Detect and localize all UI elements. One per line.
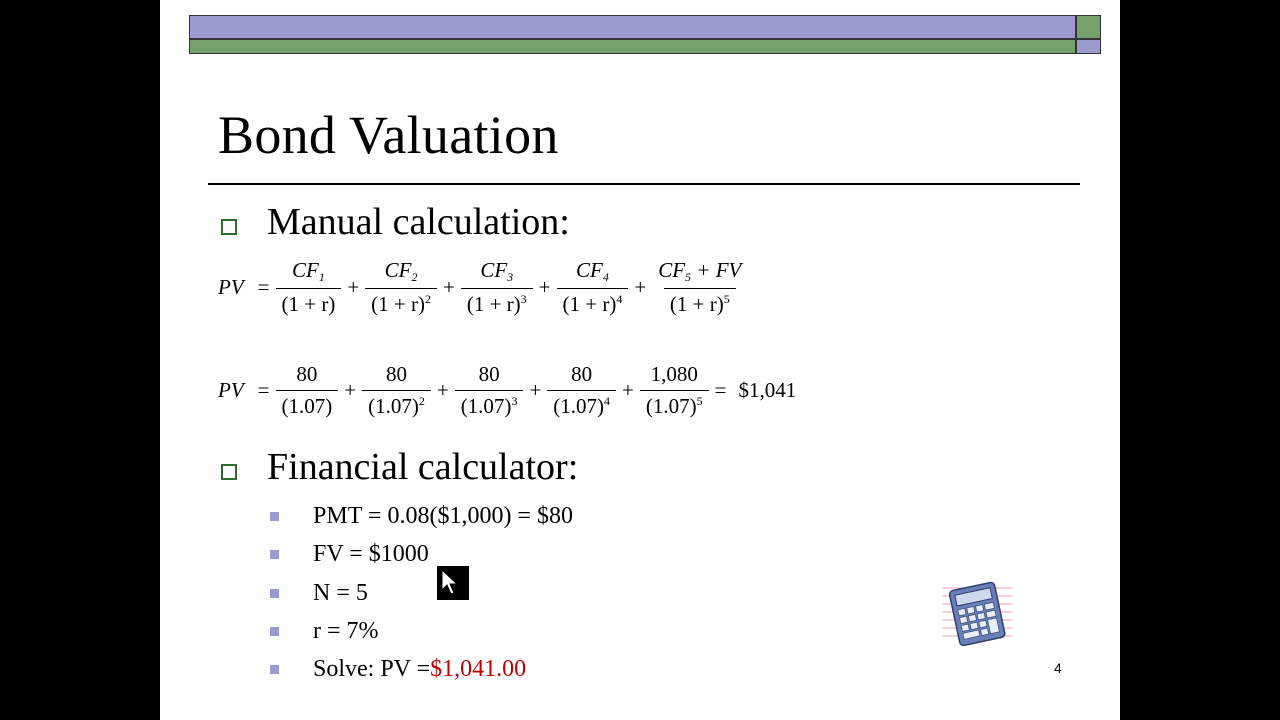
page-number: 4 bbox=[1054, 660, 1062, 676]
formula-term: $\frac{CF_3}{(1 + r)^3}$ bbox=[461, 258, 533, 317]
formula-term: $\frac{CF_4}{(1 + r)^4}$ bbox=[557, 258, 629, 317]
header-bar-green bbox=[189, 39, 1076, 54]
header-corner-green bbox=[1076, 15, 1101, 39]
square-bullet-icon bbox=[270, 627, 279, 636]
header-corner-purple bbox=[1076, 39, 1101, 54]
title-underline bbox=[208, 183, 1080, 185]
list-item: PMT = 0.08($1,000) = $80 bbox=[270, 503, 573, 530]
formula-term: $\frac{CF_1}{(1 + r)}$ bbox=[276, 258, 342, 317]
formula-lhs: PV bbox=[218, 378, 244, 402]
square-bullet-icon bbox=[270, 665, 279, 674]
formula-term: $\frac{80}{(1.07)^3}$ bbox=[455, 362, 524, 419]
formula-term: $\frac{1,080}{(1.07)^5}$ bbox=[640, 362, 709, 419]
section-heading-calculator: Financial calculator: bbox=[267, 446, 579, 488]
square-bullet-icon bbox=[270, 550, 279, 559]
formula-term: $\frac{CF_5 + FV}{(1 + r)^5}$ bbox=[658, 258, 742, 316]
formula-term: $\frac{CF_2}{(1 + r)^2}$ bbox=[365, 258, 437, 317]
mouse-cursor-icon bbox=[437, 566, 469, 600]
calculator-clipart-icon bbox=[942, 580, 1012, 646]
header-bar-purple bbox=[189, 15, 1076, 39]
square-bullet-icon bbox=[221, 219, 237, 235]
section-heading-manual: Manual calculation: bbox=[267, 201, 570, 243]
formula-general: PV = $\frac{CF_1}{(1 + r)}$ + $\frac{CF_2}{(1 + r)^2}$ + $\frac{CF_3}{(1 + r)^3}$ + $\frac{CF_4}{(1 + r)^4}$ + $\frac{CF_5 + FV}{(1 + r)^5}$ bbox=[218, 258, 747, 317]
list-item: r = 7% bbox=[270, 618, 379, 645]
formula-numeric: PV = $\frac{80}{(1.07)}$ + $\frac{80}{(1.07)^2}$ + $\frac{80}{(1.07)^3}$ + $\frac{80}{(1.07)^4}$ + $\frac{1,080}{(1.07)^5}$ = $1,041 bbox=[218, 362, 797, 418]
square-bullet-icon bbox=[221, 464, 237, 480]
square-bullet-icon bbox=[270, 512, 279, 521]
formula-term: $\frac{80}{(1.07)^2}$ bbox=[362, 362, 431, 419]
formula-result: $1,041 bbox=[738, 378, 797, 402]
solution-value: $1,041.00 bbox=[430, 656, 527, 682]
list-item: Solve: PV = $1,041.00 bbox=[270, 656, 526, 683]
formula-lhs: PV bbox=[218, 275, 244, 299]
list-item: N = 5 bbox=[270, 580, 368, 607]
slide-title: Bond Valuation bbox=[218, 105, 559, 165]
square-bullet-icon bbox=[270, 589, 279, 598]
list-item: FV = $1000 bbox=[270, 541, 429, 568]
slide bbox=[160, 0, 1120, 720]
formula-term: $\frac{80}{(1.07)^4}$ bbox=[547, 362, 616, 419]
formula-term: $\frac{80}{(1.07)}$ bbox=[276, 362, 339, 419]
